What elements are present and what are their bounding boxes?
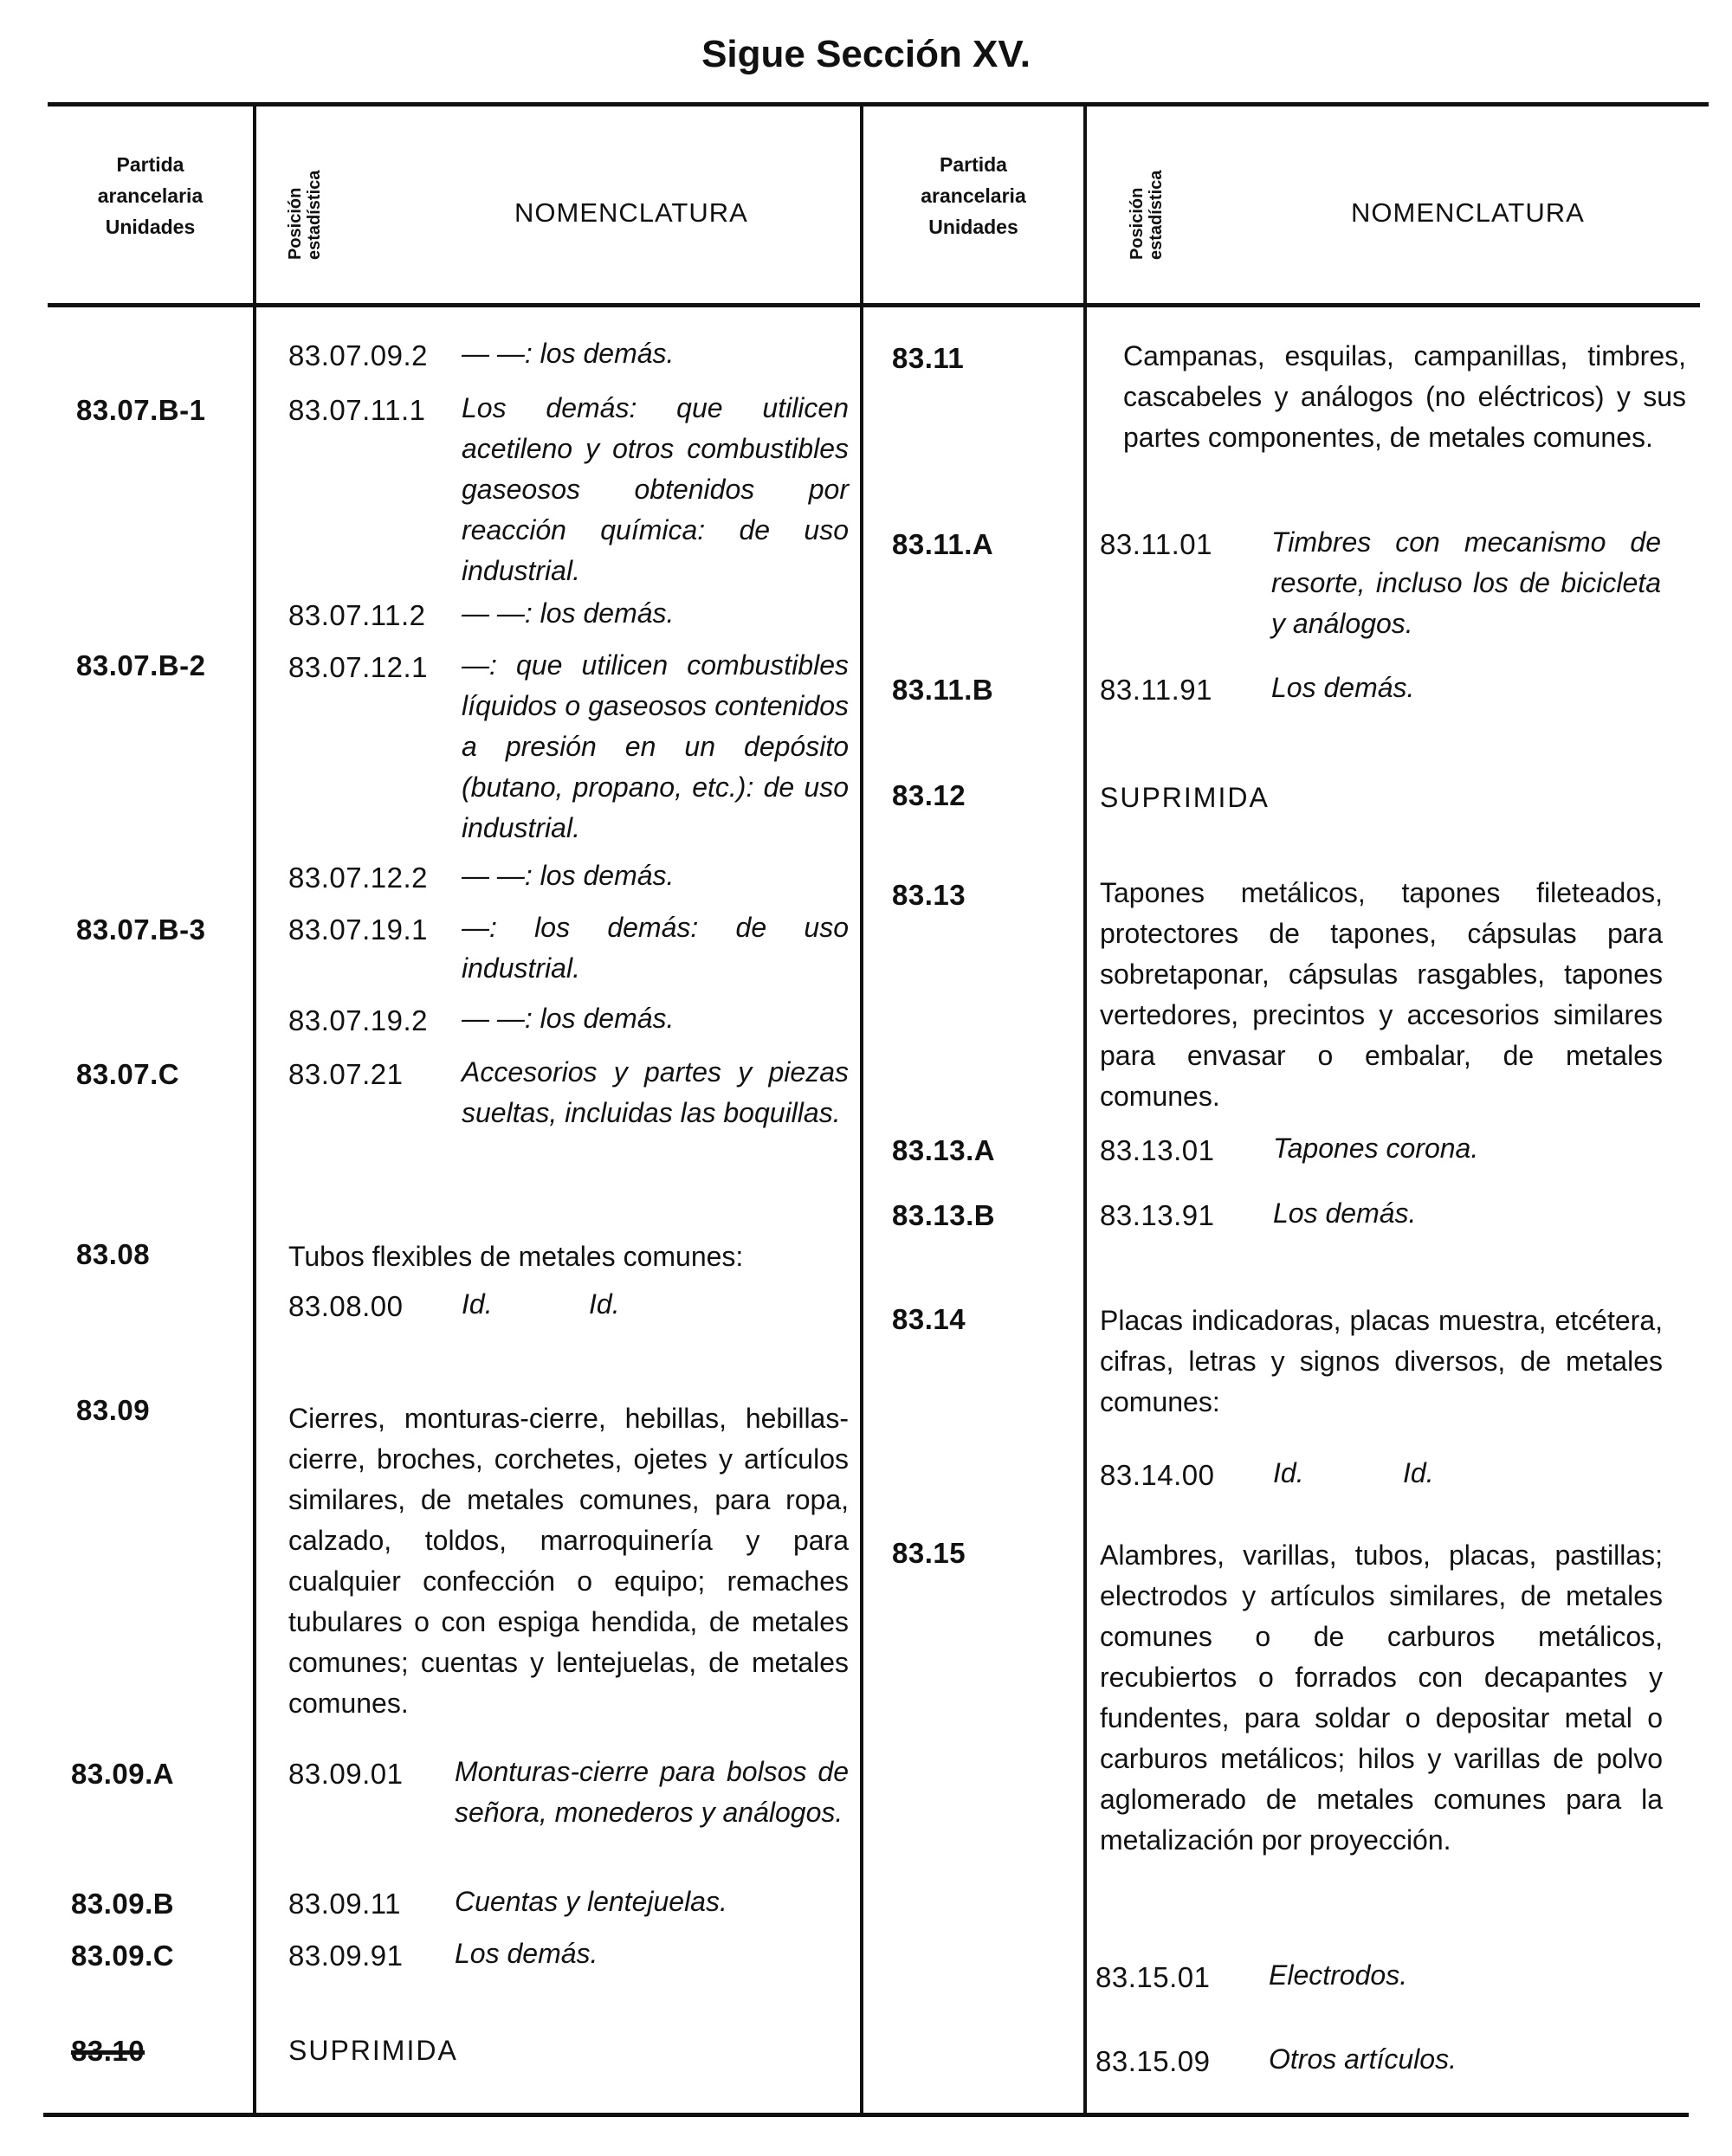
heading-description: SUPRIMIDA bbox=[1100, 782, 1270, 813]
partida-code: 83.13.A bbox=[892, 1134, 996, 1166]
partida-code: 83.11 bbox=[892, 342, 965, 374]
heading-description: Campanas, esquilas, campanillas, timbres, cascabeles y análogos (no eléctricos) y sus partes componentes, de metales comunes. bbox=[1123, 340, 1686, 453]
partida-code: 83.09.C bbox=[71, 1940, 175, 1972]
posicion-code: 83.07.11.2 bbox=[288, 599, 426, 631]
item-description: — —: los demás. bbox=[462, 338, 675, 369]
posicion-code: 83.07.09.2 bbox=[288, 339, 428, 371]
posicion-code: 83.08.00 bbox=[288, 1290, 404, 1322]
item-description: — —: los demás. bbox=[462, 1003, 675, 1034]
header-rule bbox=[48, 303, 1700, 307]
item-description: Los demás: que utilicen acetileno y otros combustibles gaseosos obtenidos por reacción química: de uso industrial. bbox=[462, 392, 849, 586]
item-description: Tapones corona. bbox=[1273, 1133, 1479, 1164]
partida-code: 83.09.A bbox=[71, 1758, 175, 1790]
column-divider bbox=[860, 104, 863, 2114]
item-description: — —: los demás. bbox=[462, 860, 675, 891]
heading-description: Tubos flexibles de metales comunes: bbox=[288, 1241, 744, 1272]
item-description: Los demás. bbox=[1271, 672, 1415, 703]
header-partida: Partida arancelaria Unidades bbox=[97, 153, 204, 238]
partida-code: 83.07.B-3 bbox=[76, 913, 206, 946]
header-partida: Partida arancelaria Unidades bbox=[921, 153, 1026, 238]
partida-code: 83.07.C bbox=[76, 1058, 180, 1090]
partida-code: 83.13.B bbox=[892, 1199, 996, 1231]
partida-code-deleted: 83.10 bbox=[71, 2035, 145, 2067]
column-divider bbox=[1083, 104, 1087, 2114]
bottom-rule bbox=[43, 2113, 1689, 2117]
item-description: Los demás. bbox=[1273, 1197, 1417, 1229]
heading-description: Alambres, varillas, tubos, placas, pastillas; electrodos y artículos similares, de metales comunes o de carburos metálicos, recubiertos o forrados con decapantes y fundentes, para soldar o depositar metal o carburos metálicos; hilos y varillas de polvo aglomerado de metales comunes para la metalización por proyección. bbox=[1100, 1540, 1663, 1856]
partida-code: 83.11.A bbox=[892, 528, 994, 560]
item-description: Accesorios y partes y piezas sueltas, incluidas las boquillas. bbox=[462, 1056, 849, 1128]
item-description: Los demás. bbox=[455, 1938, 598, 1969]
posicion-code: 83.09.11 bbox=[288, 1888, 402, 1920]
item-description: Monturas-cierre para bolsos de señora, monederos y análogos. bbox=[455, 1756, 849, 1828]
posicion-code: 83.14.00 bbox=[1100, 1459, 1215, 1491]
posicion-code: 83.15.09 bbox=[1095, 2045, 1211, 2077]
item-description: Electrodos. bbox=[1269, 1959, 1408, 1991]
posicion-code: 83.15.01 bbox=[1095, 1961, 1211, 1993]
item-description: Otros artículos. bbox=[1269, 2043, 1457, 2075]
header-posicion: Posición estadística bbox=[286, 170, 324, 260]
partida-code: 83.07.B-2 bbox=[76, 649, 206, 681]
heading-description: Cierres, monturas-cierre, hebillas, hebillas-cierre, broches, corchetes, ojetes y artículos similares, de metales comunes, para ropa, calzado, toldos, marroquinería y para cualquier confección o equipo; remaches tubulares o con espiga hendida, de metales comunes; cuentas y lentejuelas, de metales comunes. bbox=[288, 1403, 849, 1719]
header-nomenclatura: NOMENCLATURA bbox=[514, 197, 748, 228]
posicion-code: 83.11.91 bbox=[1100, 674, 1213, 706]
item-description: —: que utilicen combustibles líquidos o gaseosos contenidos a presión en un depósito (butano, propano, etc.): de uso industrial. bbox=[462, 649, 849, 843]
posicion-code: 83.13.01 bbox=[1100, 1134, 1215, 1166]
partida-code: 83.08 bbox=[76, 1238, 151, 1270]
posicion-code: 83.07.11.1 bbox=[288, 394, 426, 426]
header-posicion: Posición estadística bbox=[1128, 170, 1166, 260]
top-rule bbox=[48, 102, 1709, 107]
posicion-code: 83.11.01 bbox=[1100, 528, 1213, 560]
posicion-code: 83.07.19.2 bbox=[288, 1004, 428, 1036]
heading-description: Placas indicadoras, placas muestra, etcétera, cifras, letras y signos diversos, de metales comunes: bbox=[1100, 1305, 1663, 1417]
item-description: Id. bbox=[1403, 1457, 1434, 1488]
partida-code: 83.15 bbox=[892, 1537, 966, 1569]
posicion-code: 83.13.91 bbox=[1100, 1199, 1215, 1231]
partida-code: 83.09.B bbox=[71, 1888, 175, 1920]
column-divider bbox=[253, 104, 256, 2114]
item-description: Id. bbox=[589, 1288, 620, 1320]
header-nomenclatura: NOMENCLATURA bbox=[1351, 197, 1585, 228]
partida-code: 83.07.B-1 bbox=[76, 394, 206, 426]
heading-description: Tapones metálicos, tapones fileteados, protectores de tapones, cápsulas para sobretaponar, cápsulas rasgables, tapones vertedores, precintos y accesorios similares para envasar o embalar, de metales comunes. bbox=[1100, 877, 1663, 1112]
item-description: —: los demás: de uso industrial. bbox=[462, 912, 849, 984]
partida-code: 83.11.B bbox=[892, 674, 994, 706]
posicion-code: 83.09.91 bbox=[288, 1940, 404, 1972]
posicion-code: 83.07.19.1 bbox=[288, 913, 428, 946]
posicion-code: 83.07.21 bbox=[288, 1058, 404, 1090]
item-description: Id. bbox=[1273, 1457, 1304, 1488]
partida-code: 83.12 bbox=[892, 779, 966, 811]
item-description: Cuentas y lentejuelas. bbox=[455, 1886, 727, 1917]
heading-description: SUPRIMIDA bbox=[288, 2035, 458, 2066]
posicion-code: 83.07.12.1 bbox=[288, 651, 428, 683]
item-description: Id. bbox=[462, 1288, 493, 1320]
partida-code: 83.13 bbox=[892, 879, 966, 911]
page-title: Sigue Sección XV. bbox=[701, 33, 1031, 75]
posicion-code: 83.07.12.2 bbox=[288, 862, 428, 894]
partida-code: 83.09 bbox=[76, 1394, 151, 1426]
item-description: Timbres con mecanismo de resorte, incluso los de bicicleta y análogos. bbox=[1271, 526, 1661, 639]
item-description: — —: los demás. bbox=[462, 597, 675, 629]
partida-code: 83.14 bbox=[892, 1303, 966, 1335]
posicion-code: 83.09.01 bbox=[288, 1758, 404, 1790]
